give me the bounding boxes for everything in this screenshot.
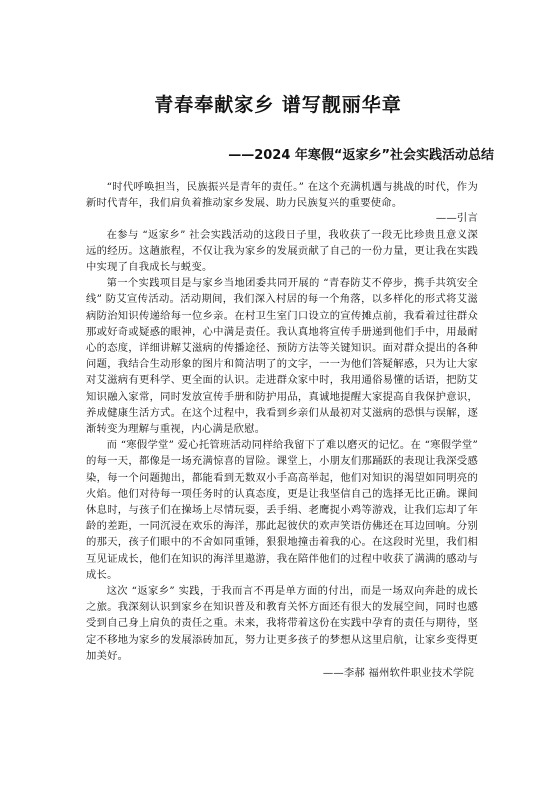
quote-source: ——引言 (435, 212, 478, 225)
paragraph-intro: 在参与 “返家乡” 社会实践活动的这段日子里，我收获了一段无比珍贵且意义深远的经历。这趟旅程，不仅让我为家乡的发展贡献了自己的一份力量，更让我在实践中实现了自我成长与蜕变。 (86, 228, 478, 274)
author-signature: ——李郝 福州软件职业技术学院 (322, 667, 474, 680)
paragraph-winter-class: 而 “寒假学堂” 爱心托管班活动同样给我留下了难以磨灭的记忆。在 “寒假学堂” 的每一天，都像是一场充满惊喜的冒险。课堂上，小朋友们那踊跃的表现让我深受感染，每一个问题抛出，都能看到无数双小手高高举起，他们对知识的渴望如同明亮的火焰。他们对待每一项任务时的认真态度，更是让我坚信自己的选择无比正确。课间休息时，与孩子们在操场上尽情玩耍，丢手绢、老鹰捉小鸡等游戏，让我们忘却了年龄的差距，一同沉浸在欢乐的海洋，那此起彼伏的欢声笑语仿佛还在耳边回响。分别的那天，孩子们眼中的不舍如同重锤，狠狠地撞击着我的心。在这段时光里，我们相互见证成长，他们在知识的海洋里遨游，我在陪伴他们的过程中收获了满满的感动与成长。 (86, 439, 478, 581)
opening-quote: “时代呼唤担当，民族振兴是青年的责任。” 在这个充满机遇与挑战的时代，作为新时代青年，我们肩负着推动家乡发展、助力民族复兴的重要使命。 (86, 181, 478, 210)
document-subtitle: ——2024 年寒假“返家乡”社会实践活动总结 (228, 148, 494, 163)
document-title: 青春奉献家乡 谱写靓丽华章 (154, 94, 402, 116)
paragraph-aids-campaign: 第一个实践项目是与家乡当地团委共同开展的 “青春防艾不停步，携手共筑安全线” 防艾宣传活动。活动期间，我们深入村居的每一个角落，以多样化的形式将艾滋病防治知识传递给每一位乡亲。在村卫生室门口设立的宣传摊点前，我看着过往群众那或好奇或疑惑的眼神，心中满是责任。我认真地将宣传手册递到他们手中，用最耐心的态度，详细讲解艾滋病的传播途径、预防方法等关键知识。面对群众提出的各种问题，我结合生动形象的图片和简洁明了的文字，一一为他们答疑解惑，只为让大家对艾滋病有更科学、更全面的认识。走进群众家中时，我用通俗易懂的话语，把防艾知识融入家常，同时发放宣传手册和防护用品，真诚地提醒大家提高自我保护意识，养成健康生活方式。在这个过程中，我看到乡亲们从最初对艾滋病的恐惧与误解，逐渐转变为理解与重视，内心满是欣慰。 (86, 277, 478, 436)
paragraph-conclusion: 这次 “返家乡” 实践，于我而言不再是单方面的付出，而是一场双向奔赴的成长之旅。我深刻认识到家乡在知识普及和教育关怀方面还有很大的发展空间，同时也感受到自己身上肩负的责任之重。未来，我将带着这份在实践中孕育的责任与期待，坚定不移地为家乡的发展添砖加瓦，努力让更多孩子的梦想从这里启航，让家乡变得更加美好。 (86, 585, 478, 662)
document-body (86, 179, 478, 681)
